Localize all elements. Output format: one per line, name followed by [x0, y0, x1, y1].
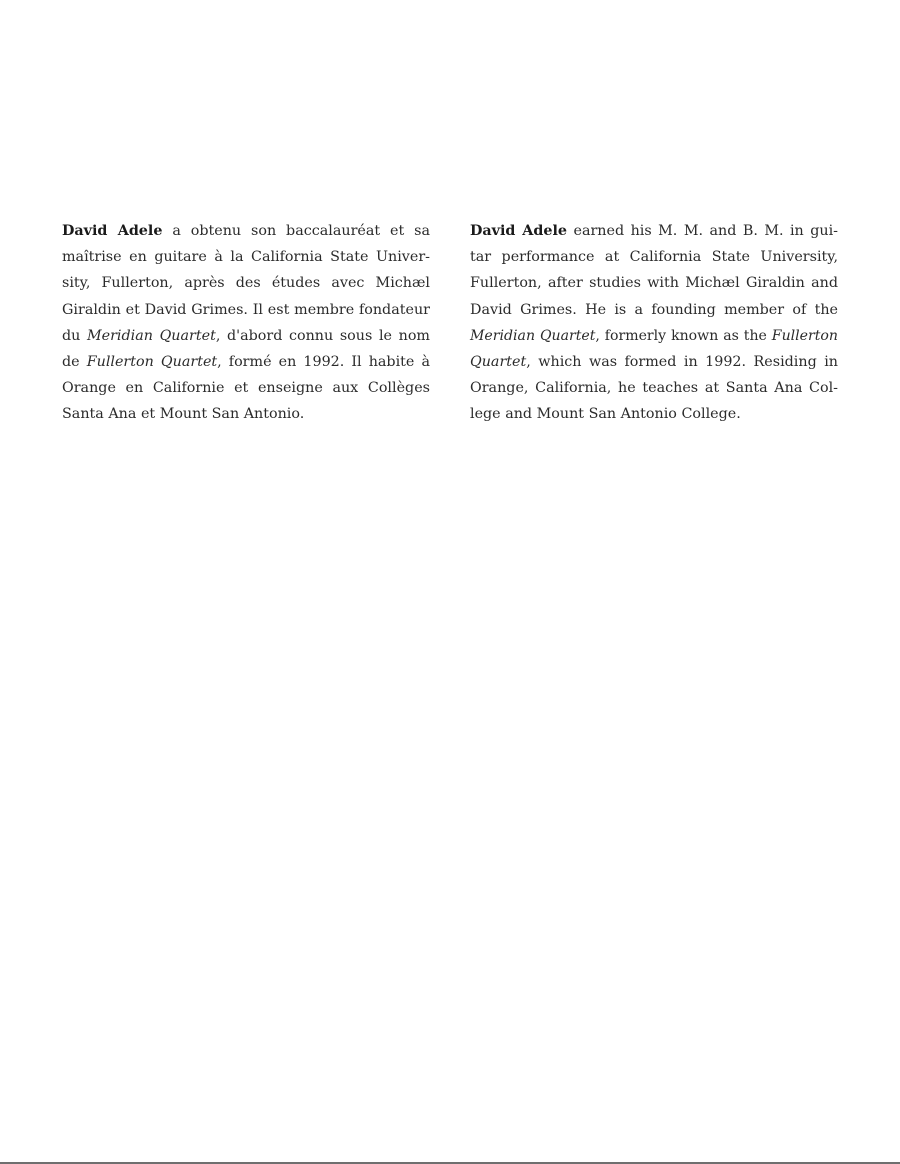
en-artist-name: David Adele	[470, 223, 568, 239]
fr-line-4: Giraldin et David Grimes. Il est membre fondateur	[62, 301, 430, 318]
fr-line-1: David Adele a obtenu son baccalauréat et sa	[62, 223, 430, 239]
fr-line-7: Orange en Californie et enseigne aux Collèges	[62, 380, 430, 397]
fr-line-5: du Meridian Quartet, d'abord connu sous le nom	[62, 327, 430, 344]
en-line-1: David Adele earned his M. M. and B. M. in gui-	[470, 223, 838, 239]
fr-former-quartet-name: Fullerton Quartet	[86, 354, 218, 371]
en-line-2: tar performance at California State University,	[470, 249, 838, 266]
en-line-4: David Grimes. He is a founding member of the	[470, 301, 838, 318]
en-former-quartet-name: Fullerton	[771, 327, 838, 344]
fr-line-8: Santa Ana et Mount San Antonio.	[62, 406, 305, 423]
en-line-6: Quartet, which was formed in 1992. Residing in	[470, 354, 838, 371]
french-biography	[62, 218, 430, 428]
en-line-7: Orange, California, he teaches at Santa Ana Col-	[470, 380, 838, 397]
en-line-3: Fullerton, after studies with Michæl Giraldin and	[470, 275, 838, 292]
fr-line-6: de Fullerton Quartet, formé en 1992. Il habite à	[62, 354, 430, 371]
fr-line-3: sity, Fullerton, après des études avec Michæl	[62, 275, 430, 292]
en-line-8: lege and Mount San Antonio College.	[470, 406, 741, 423]
en-line-5: Meridian Quartet, formerly known as the Fullerton	[470, 327, 838, 344]
fr-artist-name: David Adele	[62, 223, 163, 239]
fr-line-2: maîtrise en guitare à la California State Univer-	[62, 249, 430, 266]
en-quartet-name: Meridian Quartet	[470, 327, 596, 344]
english-biography	[470, 218, 838, 428]
fr-quartet-name: Meridian Quartet	[87, 327, 216, 344]
